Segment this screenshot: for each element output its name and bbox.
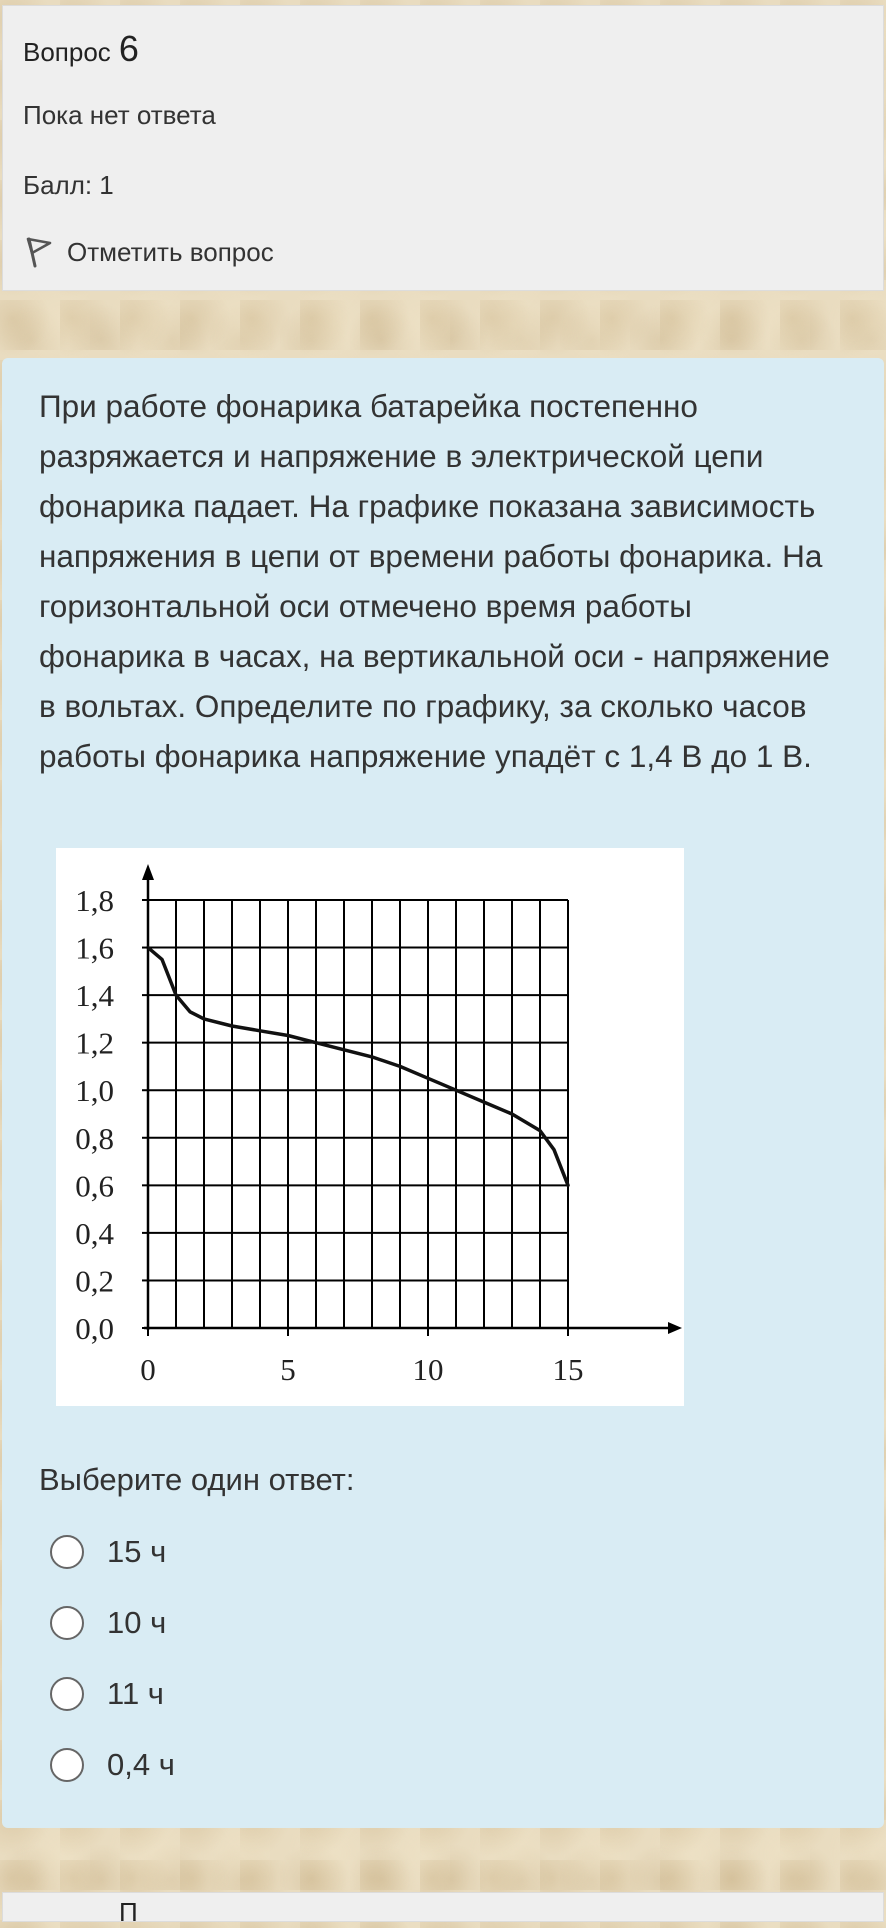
answer-options [50,1516,650,1800]
y-tick-labels [75,883,148,1346]
next-question-title-fragment: П [119,1897,138,1927]
question-state: Пока нет ответа [23,100,216,130]
flag-icon [23,236,53,268]
x-axis-arrow [668,1322,682,1334]
next-question-panel [2,1892,884,1927]
answer-radio-3[interactable] [50,1677,84,1711]
chart-grid [148,900,568,1328]
question-grade: Балл: 1 [23,170,114,200]
chart-svg [56,848,684,1406]
answer-label-1: 15 ч [107,1533,167,1569]
question-title-label: Вопрос [23,37,111,67]
y-tick-label: 1,4 [75,978,114,1014]
answer-label-4: 0,4 ч [107,1746,175,1782]
flag-question-link[interactable] [23,236,274,268]
y-tick-label: 1,2 [75,1025,114,1061]
y-tick-label: 0,2 [75,1263,114,1299]
voltage-curve [148,948,568,1186]
x-tick-label: 15 [552,1352,584,1387]
answer-option-2[interactable] [50,1587,650,1658]
y-tick-label: 0,0 [75,1311,114,1346]
answer-option-4[interactable] [50,1729,650,1800]
y-tick-label: 0,6 [75,1168,114,1204]
x-tick-label: 10 [412,1352,444,1387]
x-tick-label: 0 [140,1352,156,1387]
answer-option-3[interactable] [50,1658,650,1729]
answer-radio-2[interactable] [50,1606,84,1640]
y-tick-label: 0,4 [75,1215,114,1251]
answer-radio-1[interactable] [50,1535,84,1569]
y-tick-label: 0,8 [75,1120,114,1156]
y-tick-label: 1,8 [75,883,114,918]
answer-option-1[interactable] [50,1516,650,1587]
question-text: При работе фонарика батарейка постепенно разряжается и напряжение в электрической цепи фонарика падает. На графике показана зависимость напряжения в цепи от времени работы фонарика. На горизонтальной оси отмечено время работы фонарика в часах, на вертикальной оси - напряжение в вольтах. Определите по графику, за сколько часов работы фонарика напряжение упадёт с 1,4 В до 1 В. [39,388,830,774]
question-title [23,28,139,70]
y-axis-arrow [142,864,154,880]
voltage-time-chart [56,848,684,1406]
flag-question-label: Отметить вопрос [67,236,274,267]
y-tick-label: 1,0 [75,1073,114,1109]
answer-radio-4[interactable] [50,1748,84,1782]
x-tick-label: 5 [280,1352,296,1387]
x-tick-labels [140,1328,583,1387]
y-tick-label: 1,6 [75,930,114,966]
answer-prompt: Выберите один ответ: [39,1462,355,1497]
chart-axes [142,864,682,1334]
question-number: 6 [118,28,139,69]
answer-label-2: 10 ч [107,1604,167,1640]
answer-label-3: 11 ч [107,1675,164,1711]
question-content-panel [2,358,884,1828]
question-info-panel [2,5,884,291]
